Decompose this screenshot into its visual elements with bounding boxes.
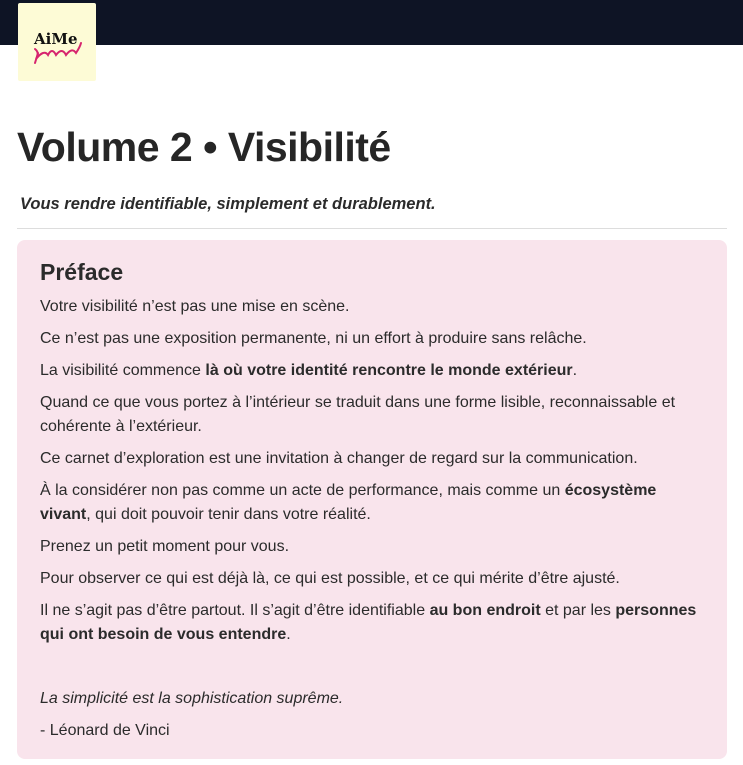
top-navigation-bar bbox=[0, 0, 743, 45]
preface-paragraph: Ce n’est pas une exposition permanente, ni un effort à produire sans relâche. bbox=[40, 330, 587, 347]
page-subtitle: Vous rendre identifiable, simplement et durablement. bbox=[20, 195, 436, 213]
quote-author: - Léonard de Vinci bbox=[40, 722, 170, 739]
text-run: , qui doit pouvoir tenir dans votre réalité. bbox=[86, 506, 371, 523]
preface-paragraph: Pour observer ce qui est déjà là, ce qui est possible, et ce qui mérite d’être ajusté. bbox=[40, 570, 620, 587]
text-run: À la considérer non pas comme un acte de performance, mais comme un bbox=[40, 482, 565, 499]
emphasis-text: écosystème vivant bbox=[40, 482, 657, 523]
preface-paragraph bbox=[40, 599, 700, 647]
quote-text: La simplicité est la sophistication suprême. bbox=[40, 690, 344, 707]
divider bbox=[17, 228, 727, 229]
preface-card bbox=[17, 240, 727, 759]
preface-paragraph bbox=[40, 479, 700, 527]
preface-paragraph: Prenez un petit moment pour vous. bbox=[40, 538, 290, 555]
text-run: et par les bbox=[540, 602, 616, 619]
preface-paragraph: Votre visibilité n’est pas une mise en scène. bbox=[40, 298, 350, 315]
svg-text:AiMe: AiMe bbox=[34, 30, 78, 48]
preface-paragraph bbox=[40, 359, 700, 383]
aime-power-logo-icon bbox=[18, 3, 96, 81]
text-run: Il ne s’agit pas d’être partout. Il s’agit d’être identifiable bbox=[40, 602, 430, 619]
text-run: . bbox=[286, 626, 291, 643]
page-title: Volume 2 • Visibilité bbox=[17, 124, 391, 170]
preface-paragraph: Ce carnet d’exploration est une invitation à changer de regard sur la communication. bbox=[40, 450, 638, 467]
emphasis-text: là où votre identité rencontre le monde extérieur bbox=[205, 362, 573, 379]
text-run: . bbox=[572, 362, 578, 379]
emphasis-text: au bon endroit bbox=[429, 602, 541, 619]
preface-paragraph: Quand ce que vous portez à l’intérieur se traduit dans une forme lisible, reconnaissable et cohérente à l’extérieur. bbox=[40, 394, 676, 435]
emphasis-text: personnes qui ont besoin de vous entendre bbox=[40, 602, 697, 643]
preface-heading: Préface bbox=[40, 259, 124, 285]
text-run: La visibilité commence bbox=[40, 362, 206, 379]
brand-logo[interactable] bbox=[18, 3, 96, 81]
